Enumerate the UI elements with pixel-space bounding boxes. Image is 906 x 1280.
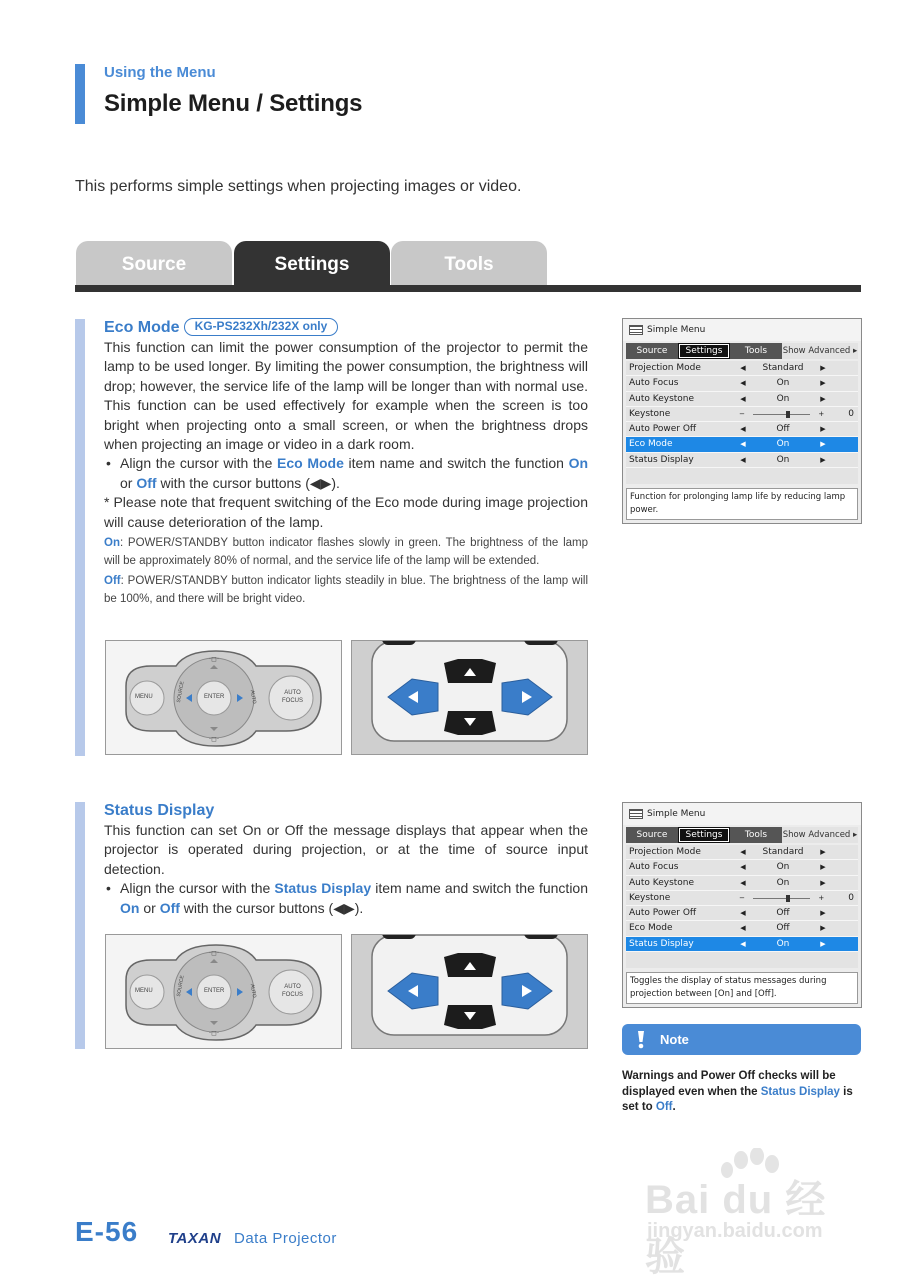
status-section [104, 802, 588, 918]
menu-rows [626, 361, 858, 468]
eco-bullet-d: with the cursor buttons (◀▶). [156, 474, 340, 491]
note-text-a: Warnings and Power Off checks will be displayed even when the [622, 1070, 836, 1098]
note-text-c: . [672, 1101, 676, 1113]
section-label: Using the Menu [104, 64, 216, 81]
eco-bullet-on: On [568, 455, 589, 472]
keypad-autofocus-line2: FOCUS [282, 698, 303, 704]
menu-tab-settings: Settings [678, 827, 730, 843]
menu-list-icon [629, 325, 643, 335]
menu-row-value: On [776, 454, 790, 465]
menu-row-name: Keystone [629, 408, 671, 419]
keypad-source-label: SOURCE [175, 680, 186, 704]
keypad-illustration [105, 934, 342, 1049]
menu-row-name: Auto Keystone [629, 393, 695, 404]
menu-row-selected: Eco Mode ◀ On ▶ [626, 437, 858, 452]
menu-row: Auto Focus ◀ On ▶ [626, 376, 858, 391]
eco-bullet-b: item name and switch the function [343, 455, 569, 472]
keypad-illustration [105, 640, 342, 755]
eco-bullet-item: Eco Mode [277, 455, 344, 472]
menu-row-value: On [776, 439, 790, 450]
menu-row-value: On [776, 393, 790, 404]
menu-row-name: Auto Power Off [629, 908, 697, 919]
keypad-enter-label: ENTER [204, 988, 225, 994]
status-bullet-c: or [139, 899, 160, 916]
keypad-autofocus-label [282, 689, 303, 705]
note-text-b: is set to [622, 1085, 853, 1113]
eco-bullet [104, 454, 588, 493]
menu-row-name: Auto Focus [629, 862, 679, 873]
status-menu-screenshot [622, 802, 862, 1008]
menu-row: Status Display ◀ On ▶ [626, 453, 858, 468]
eco-on-desc [104, 535, 588, 570]
menu-description: Toggles the display of status messages during projection between [On] and [Off]. [626, 972, 858, 1004]
menu-row-value: Standard [762, 363, 804, 373]
remote-illustration [351, 934, 588, 1049]
svg-text:·◻·: ·◻· [208, 1029, 220, 1037]
menu-row-value: 0 [848, 892, 854, 903]
menu-row-value: Off [776, 923, 790, 934]
status-bullet-a: Align the cursor with the [120, 880, 275, 897]
menu-row-name: Auto Keystone [629, 877, 695, 888]
eco-on-text: : POWER/STANDBY button indicator flashes slowly in green. The brightness of the lamp will be approximately 80% of normal, and the service life of the lamp will be extended. [104, 537, 588, 567]
eco-off-label: Off [104, 575, 121, 588]
menu-row-value: On [776, 938, 790, 949]
menu-row-value: Standard [762, 847, 804, 857]
menu-title: Simple Menu [647, 325, 706, 335]
status-bullet [104, 879, 588, 918]
keypad-autofocus-line1: AUTO [284, 984, 301, 990]
eco-section-bar [75, 319, 85, 756]
eco-off-desc [104, 573, 588, 608]
keypad-autofocus-line2: FOCUS [282, 992, 303, 998]
menu-row-value: Off [776, 908, 790, 919]
menu-row-name: Auto Power Off [629, 424, 697, 435]
status-bullet-b: item name and switch the function [371, 880, 588, 897]
menu-row-name: Auto Focus [629, 378, 679, 389]
svg-text:·◻·: ·◻· [208, 655, 220, 663]
keypad-autofocus-line1: AUTO [284, 690, 301, 696]
status-title: Status Display [104, 802, 215, 819]
keypad-auto-label: AUTO [248, 689, 258, 705]
exclamation-icon [636, 1030, 646, 1049]
note-text-off: Off [655, 1101, 673, 1113]
remote-illustration [351, 640, 588, 755]
note-header [622, 1024, 861, 1055]
baidu-watermark [645, 1148, 855, 1279]
menu-row: Auto Keystone ◀ On ▶ [626, 392, 858, 407]
menu-show-advanced: Show Advanced ▸ [782, 343, 858, 359]
menu-row: Auto Power Off ◀ Off ▶ [626, 906, 858, 921]
note-label: Note [660, 1032, 689, 1047]
eco-title [104, 318, 588, 337]
keystone-slider [749, 407, 814, 421]
menu-advanced-text: Show Advanced [782, 830, 851, 840]
menu-row: Projection Mode ◀ Standard ▶ [626, 845, 858, 860]
tab-source: Source [76, 241, 232, 285]
product-name: Data Projector [234, 1230, 337, 1247]
menu-row-name: Status Display [629, 454, 694, 465]
menu-row-selected: Status Display ◀ On ▶ [626, 937, 858, 952]
menu-row-keystone: Keystone − + 0 [626, 891, 858, 906]
status-paragraph: This function can set On or Off the message displays that appear when the projector is operated during projection, or at the time of source input detection. [104, 822, 588, 877]
menu-tab-source: Source [626, 343, 678, 359]
menu-row-value: On [776, 877, 790, 888]
eco-bullet-off: Off [136, 474, 157, 491]
keypad-menu-label: MENU [135, 694, 153, 700]
keypad-source-label: SOURCE [175, 974, 186, 998]
menu-header [623, 319, 861, 341]
menu-row-value: Off [776, 424, 790, 435]
menu-header [623, 803, 861, 825]
tab-tools: Tools [391, 241, 547, 285]
tab-settings: Settings [234, 241, 390, 285]
menu-description: Function for prolonging lamp life by reducing lamp power. [626, 488, 858, 520]
status-bullet-d: with the cursor buttons (◀▶). [179, 899, 364, 916]
menu-row-keystone: Keystone − + 0 [626, 407, 858, 422]
tab-underline [75, 285, 861, 292]
eco-on-label: On [104, 537, 120, 550]
menu-row: Projection Mode ◀ Standard ▶ [626, 361, 858, 376]
eco-off-text: : POWER/STANDBY button indicator lights steadily in blue. The brightness of the lamp will be 100%, and there will be bright video. [104, 575, 588, 605]
eco-section [104, 318, 588, 608]
keypad-auto-label: AUTO [248, 983, 258, 999]
keypad-menu-label: MENU [135, 988, 153, 994]
eco-warning: * Please note that frequent switching of the Eco mode during image projection will cause deterioration of the lamp. [104, 494, 588, 530]
menu-row-name: Eco Mode [629, 923, 673, 934]
menu-advanced-text: Show Advanced [782, 346, 851, 356]
svg-text:·◻·: ·◻· [208, 949, 220, 957]
menu-tab-tools: Tools [730, 827, 782, 843]
keypad-enter-label: ENTER [204, 694, 225, 700]
menu-tabs [626, 343, 858, 359]
menu-row-value: On [776, 378, 790, 389]
svg-text:·◻·: ·◻· [208, 735, 220, 743]
status-bullet-off: Off [159, 899, 180, 916]
menu-tabs [626, 827, 858, 843]
note-text [622, 1069, 862, 1116]
keypad-autofocus-label [282, 983, 303, 999]
status-bullet-item: Status Display [274, 880, 372, 897]
eco-menu-screenshot [622, 318, 862, 524]
menu-title: Simple Menu [647, 809, 706, 819]
menu-row-value: On [776, 862, 790, 873]
menu-row-name: Keystone [629, 892, 671, 903]
menu-blank-row [626, 952, 858, 968]
menu-row-name: Projection Mode [629, 363, 701, 373]
watermark-logo: Bai du 经验 [645, 1178, 827, 1279]
menu-row: Auto Power Off ◀ Off ▶ [626, 422, 858, 437]
brand-logo: TAXAN [168, 1230, 222, 1247]
menu-rows [626, 845, 858, 952]
model-badge: KG-PS232Xh/232X only [184, 318, 339, 336]
menu-show-advanced: Show Advanced ▸ [782, 827, 858, 843]
menu-row-value: 0 [848, 408, 854, 419]
eco-title-text: Eco Mode [104, 319, 180, 336]
menu-list-icon [629, 809, 643, 819]
status-section-bar [75, 802, 85, 1049]
eco-paragraph: This function can limit the power consumption of the projector to permit the lamp to be used longer. By limiting the power consumption, the brightness will drop; however, the service life of the lamp will be longer than with normal use. This function can be used effectively for example when the screen is too bright when projecting onto a small screen, or when the brightness drops when projecting an image or video in a dark room. [104, 339, 588, 453]
menu-tab-settings: Settings [678, 343, 730, 359]
eco-bullet-a: Align the cursor with the [120, 455, 278, 472]
menu-tab-tools: Tools [730, 343, 782, 359]
menu-row: Auto Keystone ◀ On ▶ [626, 876, 858, 891]
header-accent-bar [75, 64, 85, 124]
intro-text: This performs simple settings when projecting images or video. [75, 178, 522, 195]
note-text-item: Status Display [760, 1085, 840, 1098]
page-number: E-56 [75, 1216, 139, 1247]
menu-row-name: Status Display [629, 938, 694, 949]
status-bullet-on: On [120, 899, 140, 916]
eco-bullet-c: or [120, 474, 137, 491]
menu-row: Eco Mode ◀ Off ▶ [626, 921, 858, 936]
menu-row-name: Eco Mode [629, 439, 673, 450]
menu-blank-row [626, 468, 858, 484]
menu-row-name: Projection Mode [629, 847, 701, 857]
keystone-slider [749, 891, 814, 905]
menu-tab-source: Source [626, 827, 678, 843]
watermark-url: jingyan.baidu.com [647, 1220, 823, 1242]
page-title: Simple Menu / Settings [104, 90, 363, 117]
menu-row: Auto Focus ◀ On ▶ [626, 860, 858, 875]
